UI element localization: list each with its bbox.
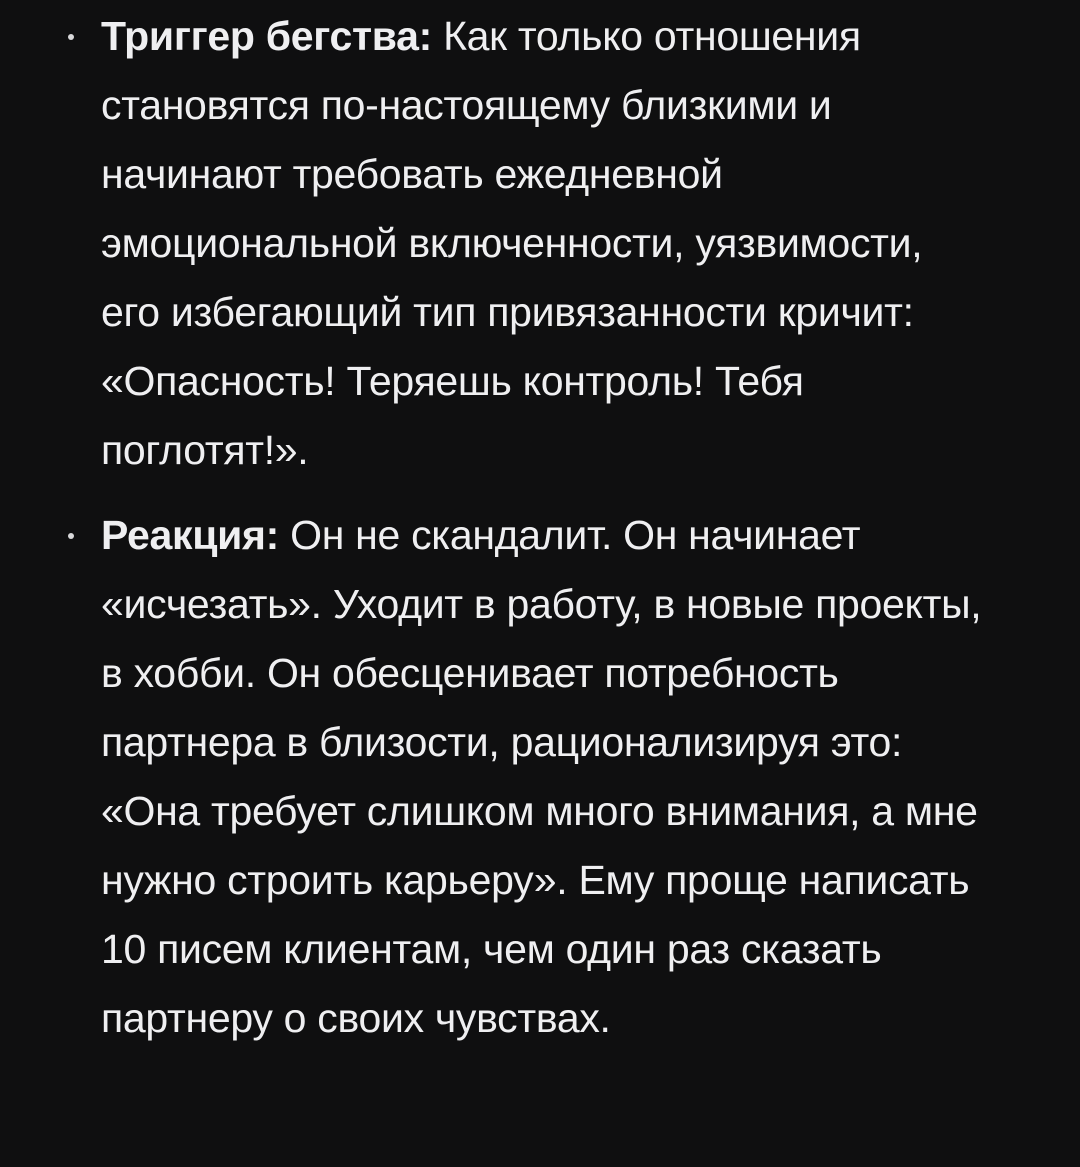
list-item-flight-trigger (61, 2, 1020, 485)
term-label: Реакция: (101, 512, 280, 558)
paragraph (101, 2, 991, 485)
term-label: Триггер бегства: (101, 13, 432, 59)
paragraph-text: Он не скандалит. Он начинает «исчезать». Уходит в работу, в новые проекты, в хобби. Он обесценивает потребность партнера в близости, рационализируя это: «Она требует слишком много внимания, а мне нужно строить карьеру». Ему проще написать 10 писем клиентам, чем один раз сказать партнеру о своих чувствах. (101, 512, 982, 1041)
bullet-icon (61, 501, 81, 570)
paragraph-text: Как только отношения становятся по‑настоящему близкими и начинают требовать ежедневной эмоциональной включенности, уязвимости, его избегающий тип привязанности кричит: «Опасность! Теряешь контроль! Тебя поглотят!». (101, 13, 923, 473)
list-item-reaction (61, 501, 1020, 1053)
bullet-icon (61, 2, 81, 71)
paragraph (101, 501, 991, 1053)
bullet-list (61, 2, 1020, 1053)
